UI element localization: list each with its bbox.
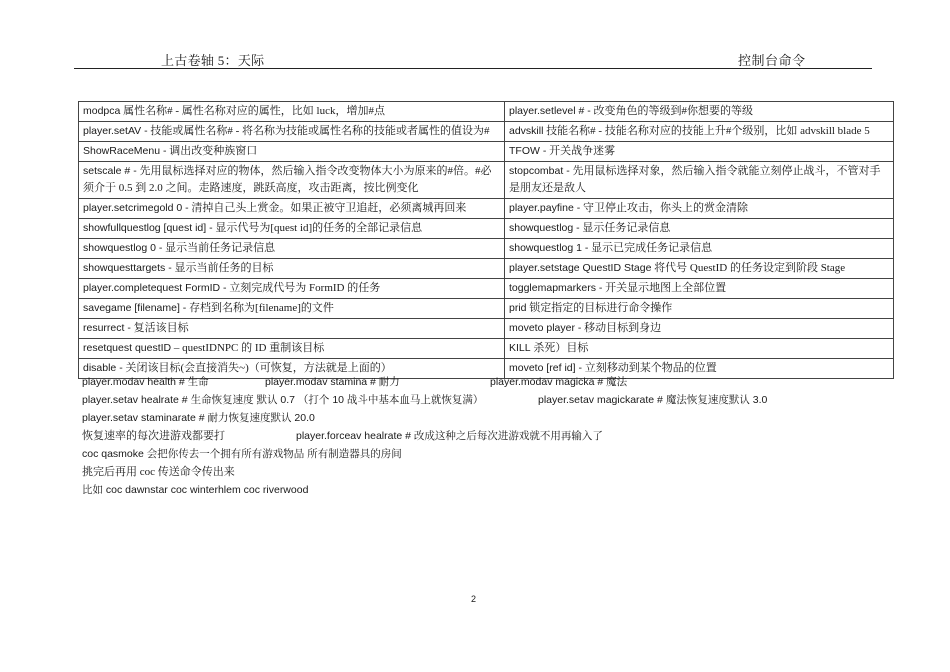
command-name: player.setAV - [83,125,148,137]
command-name: togglemapmarkers - [509,282,603,294]
command-cell [79,319,505,339]
command-cell [79,239,505,259]
command-description: 属性名称# - 属性名称对应的属性，比如 luck，增加#点 [120,105,385,117]
command-name: prid [509,302,527,314]
command-name: player.setlevel # - [509,105,591,117]
command-cell [505,299,894,319]
command-description: 将代号 QuestID 的任务设定到阶段 Stage [651,262,846,274]
command-table [78,101,894,379]
command-name: TFOW - [509,145,547,157]
command-row [79,279,894,299]
command-description: 关闭该目标(会直接消失~)（可恢复，方法就是上面的） [122,362,392,374]
command-cell [505,199,894,219]
command-row [79,102,894,122]
note-text: 挑完后再用 coc 传送命令传出来 [82,466,235,478]
command-cell [505,279,894,299]
command-name: showfullquestlog [quest id] - [83,222,213,234]
command-row [79,339,894,359]
command-description: – questIDNPC 的 ID 重制该目标 [171,342,325,354]
command-name: advskill [509,125,544,137]
command-cell [79,219,505,239]
command-name: player.payfine - [509,202,581,214]
command-description: 先用鼠标选择对象，然后输入指令就能立刻停止战斗，不管对手是朋友还是敌人 [509,165,881,194]
command-name: player.setcrimegold 0 - [83,202,189,214]
command-name: KILL [509,342,531,354]
command-row [79,299,894,319]
command-cell [505,219,894,239]
note-text: player.modav stamina # 耐力 [265,376,400,388]
command-description: 存档到名称为[filename]的文件 [186,302,334,314]
command-row [79,319,894,339]
command-description: 复活该目标 [130,322,189,334]
command-cell [79,102,505,122]
command-name: disable - [83,362,123,374]
command-name: showquestlog 0 - [83,242,163,254]
command-cell [79,259,505,279]
command-cell [505,259,894,279]
command-name: ShowRaceMenu - [83,145,167,157]
command-cell [505,239,894,259]
command-description: 开关战争迷雾 [546,145,616,157]
command-cell [79,142,505,162]
command-row [79,162,894,199]
command-cell [505,162,894,199]
command-name: savegame [filename] - [83,302,187,314]
command-name: showquesttargets - [83,262,172,274]
command-description: 技能名称# - 技能名称对应的技能上升#个级别，比如 advskill blade 5 [543,125,870,137]
command-description: 开关显示地图上全部位置 [602,282,727,294]
note-text: coc qasmoke 会把你传去一个拥有所有游戏物品 所有制造器具的房间 [82,448,402,460]
command-cell [79,339,505,359]
command-description: 先用鼠标选择对应的物体，然后输入指令改变物体大小为原来的#倍。#必须介于 0.5 到 2.0 之间。走路速度，跳跃高度，攻击距离，按比例变化 [83,165,492,194]
command-description: 锁定指定的目标进行命令操作 [526,302,673,314]
command-row [79,199,894,219]
command-row [79,122,894,142]
command-description: 显示任务记录信息 [579,222,671,234]
header-divider [74,68,872,69]
command-row [79,142,894,162]
command-description: 立刻完成代号为 FormID 的任务 [226,282,381,294]
command-cell [79,122,505,142]
command-description: 显示已完成任务记录信息 [588,242,713,254]
command-name: player.setstage QuestID Stage [509,262,652,274]
command-row [79,219,894,239]
command-description: 改变角色的等级到#你想要的等级 [590,105,753,117]
command-name: showquestlog 1 - [509,242,589,254]
command-name: stopcombat - [509,165,570,177]
note-text: player.setav staminarate # 耐力恢复速度默认 20.0 [82,412,315,424]
command-cell [79,279,505,299]
command-description: 移动目标到身边 [581,322,662,334]
command-description: 守卫停止攻击，你头上的赏金清除 [580,202,748,214]
command-cell [79,199,505,219]
command-cell [505,102,894,122]
page-number: 2 [471,594,477,604]
command-description: 清掉自己头上赏金。如果正被守卫追赶，必须离城再回来 [188,202,467,214]
note-text: player.modav magicka # 魔法 [490,376,628,388]
command-name: showquestlog - [509,222,580,234]
note-text: 恢复速率的每次进游戏都要打 [82,430,225,442]
command-name: setscale # - [83,165,137,177]
page-header-title: 上古卷轴 5：天际 [161,53,265,68]
command-cell [79,299,505,319]
command-cell [505,319,894,339]
command-description: 立刻移动到某个物品的位置 [581,362,717,374]
command-name: resetquest questID [83,342,172,354]
note-text: 比如 coc dawnstar coc winterhlem coc riverwood [82,484,309,496]
command-name: modpca [83,105,121,117]
command-description: 调出改变种族窗口 [166,145,258,157]
command-description: 显示代号为[quest id]的任务的全部记录信息 [212,222,423,234]
command-description: 杀死）目标 [530,342,589,354]
command-row [79,259,894,279]
command-cell [505,339,894,359]
command-description: 显示当前任务记录信息 [162,242,276,254]
command-name: resurrect - [83,322,131,334]
note-text: player.forceav healrate # 改成这种之后每次进游戏就不用再输入了 [296,430,603,442]
command-cell [79,162,505,199]
command-description: 显示当前任务的目标 [171,262,274,274]
command-description: 技能或属性名称# - 将名称为技能或属性名称的技能或者属性的值设为# [147,125,490,137]
command-name: moveto player - [509,322,582,334]
command-name: moveto [ref id] - [509,362,582,374]
command-cell [505,142,894,162]
command-row [79,239,894,259]
page-header-section: 控制台命令 [738,53,806,68]
note-text: player.modav health # 生命 [82,376,209,388]
command-cell [505,122,894,142]
note-text: player.setav magickarate # 魔法恢复速度默认 3.0 [538,394,768,406]
note-text: player.setav healrate # 生命恢复速度 默认 0.7 （打个 10 战斗中基本血马上就恢复满） [82,394,484,406]
command-name: player.completequest FormID - [83,282,227,294]
